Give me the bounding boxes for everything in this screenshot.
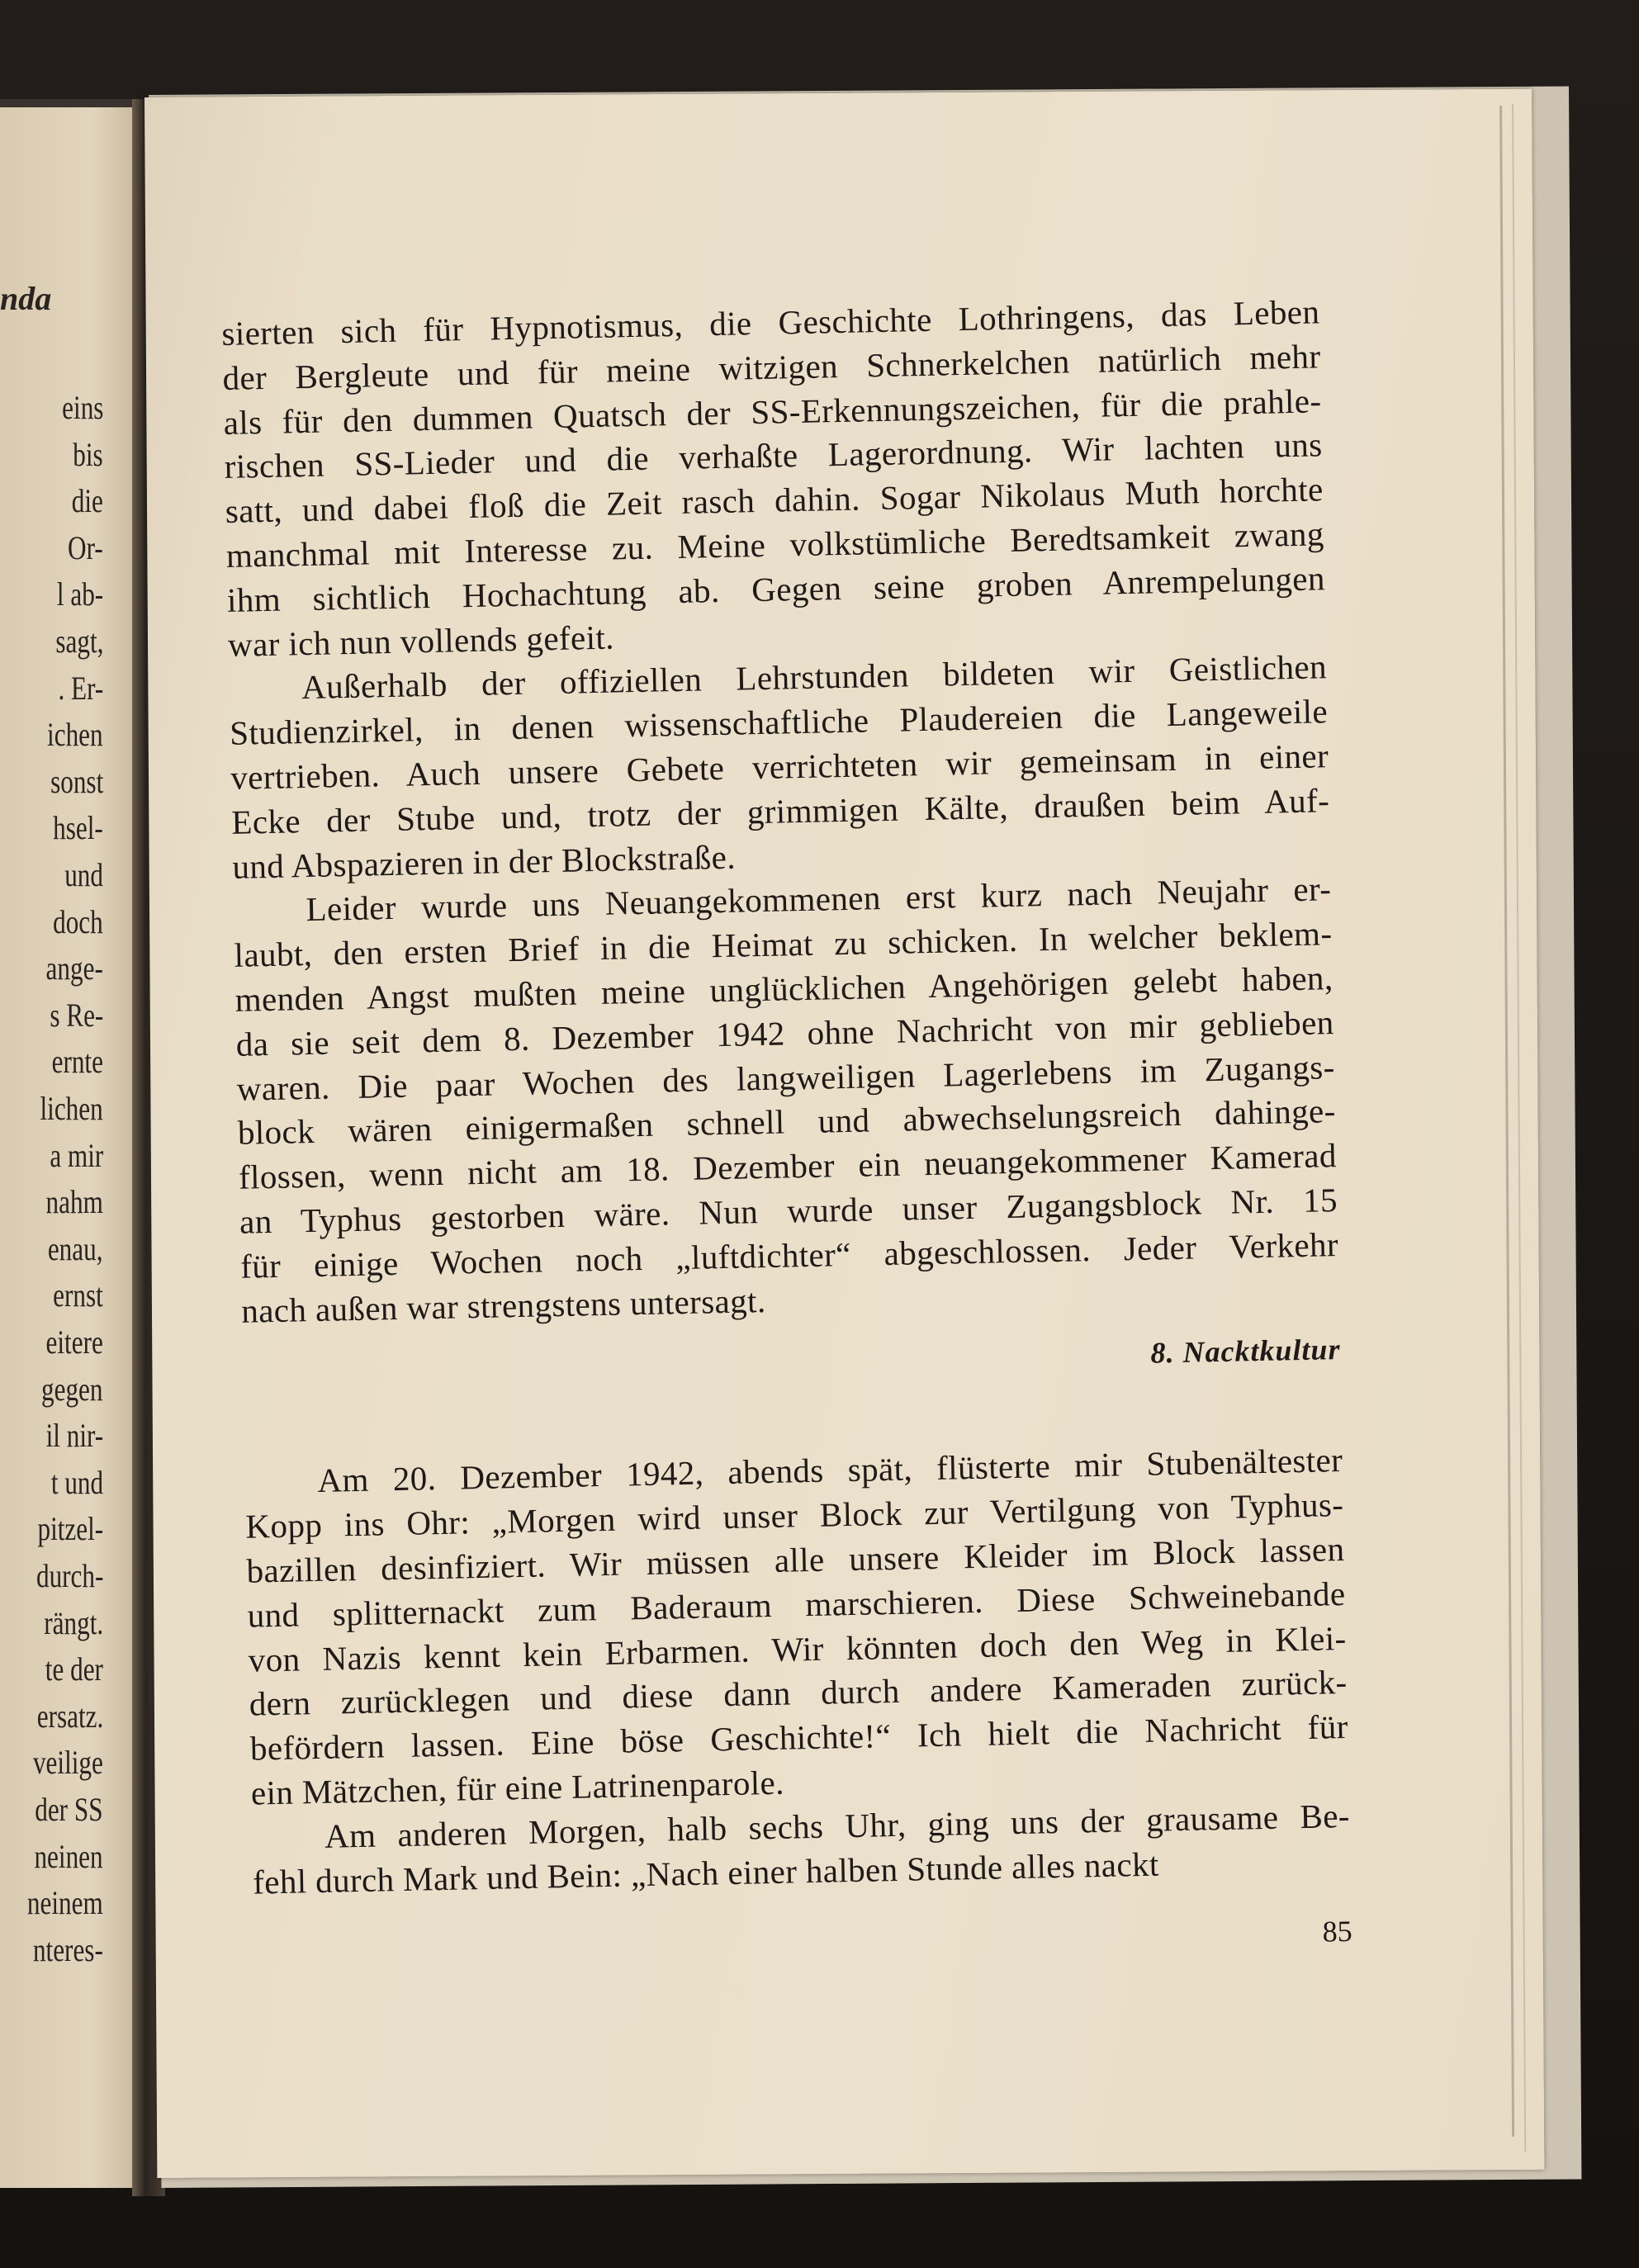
left-page-line-fragment: durch-	[36, 1557, 103, 1594]
text-line: da sie seit dem 8. Dezember 1942 ohne Nachricht von mir geblieben	[235, 1002, 1334, 1063]
text-line: vertrieben. Auch unsere Gebete verrichteten wir gemeinsam in einer	[230, 736, 1329, 797]
text-line: fehl durch Mark und Bein: „Nach einer halben Stunde alles nackt	[252, 1844, 1160, 1901]
paragraph	[229, 646, 1331, 890]
text-line: befördern lassen. Eine böse Geschichte!“ Ich hielt die Nachricht für	[249, 1707, 1349, 1768]
left-page-line-fragment: s Re-	[50, 996, 103, 1034]
left-page-line-fragment: nahm	[45, 1183, 103, 1221]
text-line: war ich nun vollends gefeit.	[227, 618, 615, 664]
page-text	[221, 290, 1352, 1977]
left-page-line-fragment: te der	[45, 1650, 103, 1688]
left-page	[0, 107, 153, 2188]
left-page-line-fragment: a mir	[50, 1136, 103, 1174]
text-line: waren. Die paar Wochen des langweiligen Lagerlebens im Zugangs-	[236, 1047, 1336, 1108]
left-page-line-fragment: eins	[61, 389, 103, 426]
text-line: als für den dummen Quatsch der SS-Erkennungszeichen, für die prahle-	[223, 381, 1322, 442]
page-edge-line	[1512, 104, 1526, 2152]
page-number: 85	[1322, 1915, 1353, 1948]
text-line: rischen SS-Lieder und die verhaßte Lagerordnung. Wir lachten uns	[224, 425, 1323, 486]
left-page-line-fragment: Or-	[68, 528, 103, 566]
text-line: block wären einigermaßen schnell und abwechselungsreich dahinge-	[237, 1091, 1337, 1153]
left-page-line-fragment: il nir-	[45, 1417, 103, 1455]
left-page-line-fragment: hsel-	[53, 809, 103, 847]
left-page-line-fragment: . Er-	[58, 669, 103, 707]
left-page-line-fragment: sagt,	[54, 623, 103, 660]
text-line: dern zurücklegen und diese dann durch andere Kameraden zurück-	[249, 1663, 1348, 1723]
text-line: Am anderen Morgen, halb sechs Uhr, ging uns der grausame Be-	[324, 1796, 1351, 1855]
text-line: flossen, wenn nicht am 18. Dezember ein neuangekommener Kamerad	[238, 1136, 1338, 1196]
left-page-line-fragment: gegen	[41, 1370, 103, 1408]
text-line: nach außen war strengstens untersagt.	[240, 1281, 766, 1330]
left-page-line-fragment: enau,	[48, 1229, 103, 1267]
text-line: von Nazis kennt kein Erbarmen. Wir könnten doch den Weg in Klei-	[248, 1618, 1347, 1679]
left-page-line-fragment: veilige	[33, 1744, 103, 1782]
left-page-line-fragment: ersatz.	[36, 1697, 103, 1735]
text-line: der Bergleute und für meine witzigen Schnerkelchen natürlich mehr	[222, 337, 1321, 397]
paragraph	[244, 1438, 1349, 1816]
left-page-line-fragment: ernte	[51, 1043, 103, 1081]
text-line: satt, und dabei floß die Zeit rasch dahin. Sogar Nikolaus Muth horchte	[225, 470, 1324, 531]
left-page-line-fragment: doch	[53, 902, 103, 940]
text-line: Leider wurde uns Neuangekommenen erst kurz nach Neujahr er-	[306, 869, 1332, 929]
text-line: an Typhus gestorben wäre. Nun wurde unser Zugangsblock Nr. 15	[239, 1181, 1338, 1241]
page-edge-line	[1499, 106, 1514, 2137]
left-page-line-fragment: der SS	[35, 1791, 103, 1828]
text-line: bazillen desinfiziert. Wir müssen alle unsere Kleider im Block lassen	[246, 1529, 1345, 1590]
left-page-line-fragment: neinen	[34, 1837, 103, 1875]
left-page-line-fragment: und	[64, 856, 103, 893]
left-page-line-fragment: t und	[50, 1463, 103, 1501]
left-page-line-fragment: eitere	[45, 1323, 103, 1361]
left-page-line-fragment: ernst	[53, 1276, 103, 1314]
left-page-line-fragment: rängt.	[44, 1603, 103, 1641]
left-page-line-fragment: neinem	[27, 1884, 103, 1922]
left-page-line-fragment: bis	[73, 435, 103, 473]
paragraph	[233, 868, 1340, 1334]
left-page-line-fragment: ange-	[45, 949, 103, 987]
text-line: manchmal mit Interesse zu. Meine volkstümliche Beredtsamkeit zwang	[225, 514, 1325, 575]
text-line: Am 20. Dezember 1942, abends spät, flüsterte mir Stubenältester	[316, 1441, 1343, 1500]
text-line: Ecke der Stube und, trotz der grimmigen Kälte, draußen beim Auf-	[230, 780, 1330, 841]
left-page-header-fragment: nda	[0, 280, 52, 317]
section-title: 8. Nacktkultur	[1150, 1333, 1341, 1370]
left-page-line-fragment: nteres-	[33, 1930, 103, 1968]
text-line: laubt, den ersten Brief in die Heimat zu schicken. In welcher beklem-	[234, 914, 1333, 974]
left-page-line-fragment: l ab-	[56, 575, 103, 613]
text-line: Studienzirkel, in denen wissenschaftliche Plaudereien die Langeweile	[229, 692, 1329, 753]
text-line: für einige Wochen noch „luftdichter“ abgeschlossen. Jeder Verkehr	[239, 1224, 1339, 1286]
left-page-line-fragment: die	[71, 482, 103, 520]
text-line: und Abspazieren in der Blockstraße.	[232, 837, 737, 886]
text-line: und splitternackt zum Baderaum marschieren. Diese Schweinebande	[247, 1574, 1346, 1635]
text-line: menden Angst mußten meine unglücklichen Angehörigen gelebt haben,	[234, 959, 1333, 1019]
left-page-line-fragment: sonst	[50, 762, 103, 800]
text-line: Kopp ins Ohr: „Morgen wird unser Block zur Vertilgung von Typhus-	[245, 1485, 1344, 1546]
text-line: ihm sichtlich Hochachtung ab. Gegen seine groben Anrempelungen	[226, 559, 1326, 619]
paragraph	[221, 290, 1326, 667]
left-page-line-fragment: pitzel-	[37, 1510, 103, 1548]
left-page-line-fragment: ichen	[47, 716, 103, 754]
left-page-line-fragment: lichen	[40, 1090, 103, 1127]
text-line: Außerhalb der offiziellen Lehrstunden bildeten wir Geistlichen	[301, 647, 1328, 707]
text-line: ein Mätzchen, für eine Latrinenparole.	[250, 1763, 785, 1812]
text-line: sierten sich für Hypnotismus, die Geschichte Lothringens, das Leben	[221, 292, 1320, 353]
